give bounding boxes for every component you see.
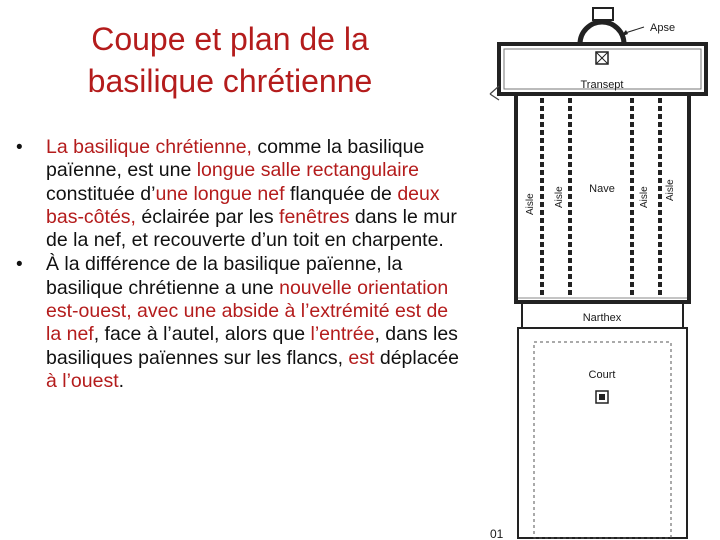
- highlighted-text: fenêtres: [279, 205, 350, 228]
- title-line-1: Coupe et plan de la: [91, 21, 369, 57]
- bullet-dot-icon: •: [16, 137, 23, 158]
- apse-wall: [580, 22, 624, 44]
- body-text: comme la basilique païenne, est une: [46, 136, 425, 182]
- label-aisle-inner-right: Aisle: [639, 186, 650, 208]
- bullet-item: [14, 136, 466, 252]
- highlighted-text: longue salle rectangulaire: [196, 159, 419, 182]
- label-aisle-outer-left: Aisle: [525, 193, 536, 215]
- body-text: À la différence de la basilique païenne, la basilique chrétienne a une: [46, 253, 403, 299]
- label-nave: Nave: [589, 183, 615, 195]
- corner-number: 01: [490, 527, 504, 540]
- body-text: flanquée de: [284, 182, 398, 205]
- highlighted-text: deux bas-côtés,: [46, 182, 440, 228]
- bullet-item: [14, 253, 466, 393]
- apse-top-block: [593, 8, 613, 20]
- label-transept: Transept: [580, 79, 624, 91]
- label-court: Court: [588, 369, 616, 381]
- body-text: .: [118, 369, 125, 392]
- highlighted-text: La basilique chrétienne,: [46, 136, 252, 158]
- highlighted-text: une longue nef: [155, 182, 285, 205]
- label-apse: Apse: [650, 22, 676, 34]
- court-outer-wall: [518, 328, 687, 538]
- highlighted-text: nouvelle orientation est-ouest, avec une abside à l’extrémité est de la nef: [46, 276, 449, 346]
- body-text: constituée d’: [46, 182, 156, 205]
- slide-title: [60, 18, 400, 102]
- body-text: , face à l’autel, alors que: [93, 323, 311, 346]
- highlighted-text: est: [348, 346, 375, 369]
- bullet-dot-icon: •: [16, 254, 23, 276]
- body-text: déplacée: [374, 346, 460, 369]
- label-aisle-outer-right: Aisle: [665, 179, 676, 201]
- body-text: dans le mur de la nef, et recouverte d’un toit en charpente.: [46, 205, 457, 252]
- basilica-floor-plan: [484, 0, 720, 540]
- court-fountain-inner: [599, 394, 605, 400]
- title-line-2: basilique chrétienne: [87, 63, 373, 99]
- highlighted-text: à l’ouest: [46, 369, 119, 392]
- body-text: éclairée par les: [135, 205, 280, 228]
- label-aisle-inner-left: Aisle: [554, 186, 565, 208]
- bullet-list: [14, 136, 466, 394]
- label-narthex: Narthex: [582, 312, 622, 324]
- body-text: , dans les basiliques païennes sur les flancs,: [46, 323, 458, 369]
- highlighted-text: l’entrée: [310, 323, 375, 346]
